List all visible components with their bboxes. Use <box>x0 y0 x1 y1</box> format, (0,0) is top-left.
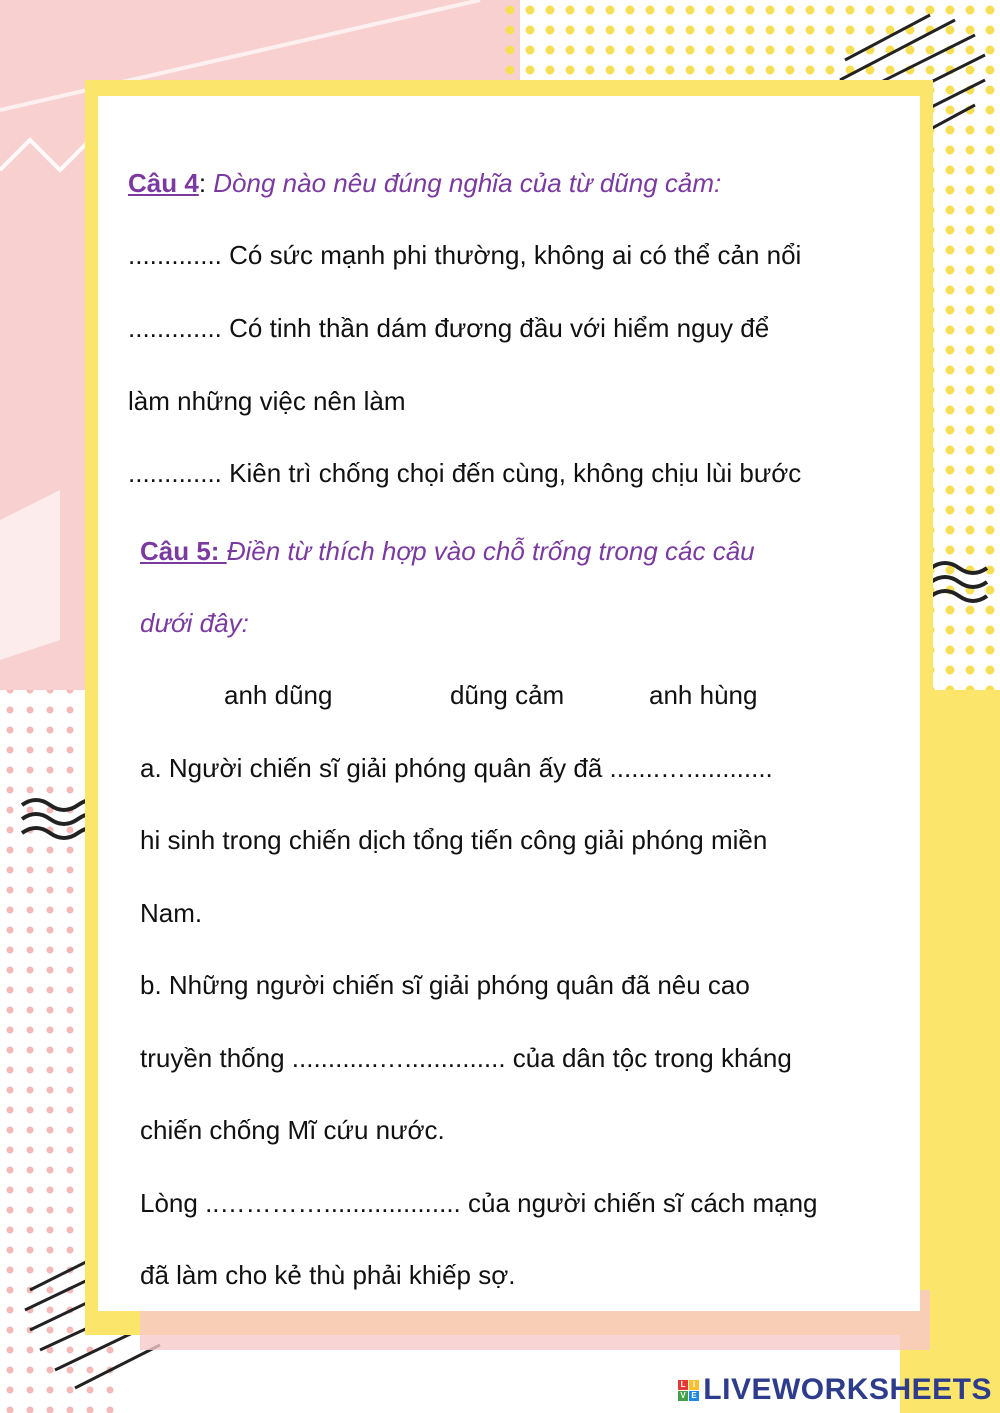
q4-option-1[interactable]: ............. Có sức mạnh phi thường, không ai có thể cản nổi <box>128 240 802 270</box>
q4-heading <box>128 168 721 199</box>
liveworksheets-logo-icon: L I V E <box>678 1380 699 1401</box>
q5-question-line2: dưới đây: <box>140 608 249 638</box>
q5-line-c[interactable]: Lòng ..…………................... của người chiến sĩ cách mạng <box>140 1188 818 1218</box>
q4-label: Câu 4 <box>128 168 199 198</box>
q5-line-b: b. Những người chiến sĩ giải phóng quân đã nêu cao <box>140 970 750 1000</box>
q5-question-line1: Điền từ thích hợp vào chỗ trống trong các câu <box>226 536 755 566</box>
liveworksheets-logo <box>678 1373 992 1407</box>
q5-line-a[interactable]: a. Người chiến sĩ giải phóng quân ấy đã .......…............ <box>140 753 773 783</box>
q5-label: Câu 5: <box>140 536 227 566</box>
q5-line-b-3: chiến chống Mĩ cứu nước. <box>140 1115 445 1145</box>
q4-question: Dòng nào nêu đúng nghĩa của từ dũng cảm: <box>213 168 722 198</box>
word-bank-item-1: anh dũng <box>224 680 333 710</box>
q4-option-2[interactable]: ............. Có tinh thần dám đương đầu với hiểm nguy để <box>128 313 770 343</box>
word-bank-item-3: anh hùng <box>649 680 758 710</box>
q5-line-c-2: đã làm cho kẻ thù phải khiếp sợ. <box>140 1260 516 1290</box>
q4-option-3[interactable]: ............. Kiên trì chống chọi đến cùng, không chịu lùi bước <box>128 458 802 488</box>
q4-option-2-cont: làm những việc nên làm <box>128 386 406 416</box>
q5-line-a-2: hi sinh trong chiến dịch tổng tiến công giải phóng miền <box>140 825 768 855</box>
q5-heading <box>140 536 755 567</box>
liveworksheets-logo-text: LIVEWORKSHEETS <box>703 1373 992 1406</box>
q5-line-a-3: Nam. <box>140 898 203 928</box>
q5-line-b-2[interactable]: truyền thống ............….............. của dân tộc trong kháng <box>140 1043 792 1073</box>
q4-separator: : <box>198 168 207 198</box>
word-bank-item-2: dũng cảm <box>450 680 565 710</box>
